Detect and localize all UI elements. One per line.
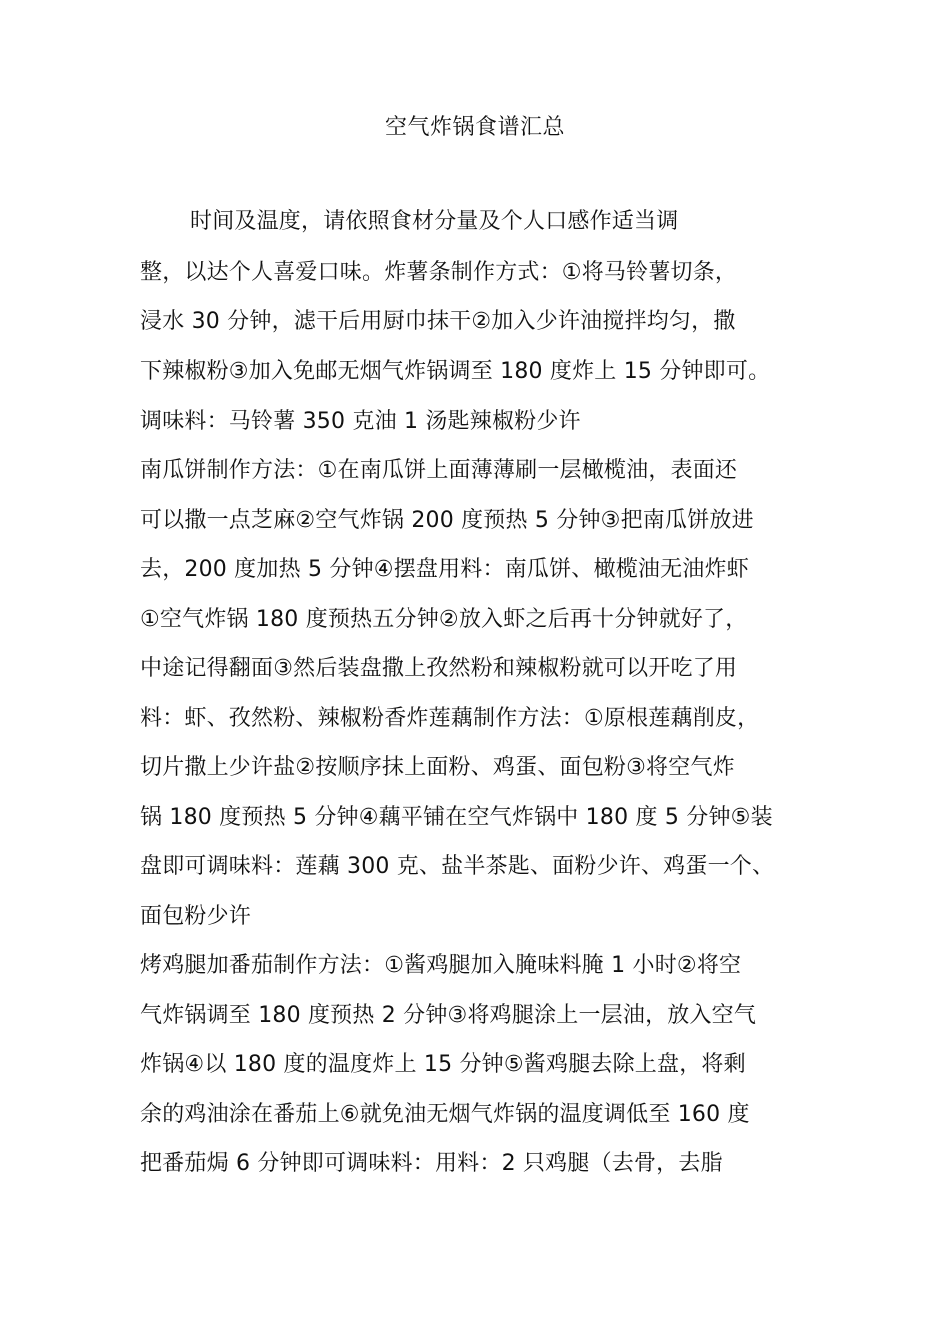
body-line: 浸水 30 分钟，滤干后用厨巾抹干②加入少许油搅拌均匀，撒 — [140, 309, 736, 334]
document-title: 空气炸锅食谱汇总 — [384, 115, 565, 140]
body-line: 去，200 度加热 5 分钟④摆盘用料：南瓜饼、橄榄油无油炸虾 — [140, 557, 749, 582]
body-line: 时间及温度，请依照食材分量及个人口感作适当调 — [190, 209, 679, 234]
body-line: 烤鸡腿加番茄制作方法：①酱鸡腿加入腌味料腌 1 小时②将空 — [140, 953, 742, 978]
body-line: 料：虾、孜然粉、辣椒粉香炸莲藕制作方法：①原根莲藕削皮， — [140, 706, 760, 731]
body-line: 调味料：马铃薯 350 克油 1 汤匙辣椒粉少许 — [140, 409, 581, 434]
body-line: 中途记得翻面③然后装盘撒上孜然粉和辣椒粉就可以开吃了用 — [140, 656, 738, 681]
body-line: ①空气炸锅 180 度预热五分钟②放入虾之后再十分钟就好了， — [140, 607, 748, 632]
body-line: 南瓜饼制作方法：①在南瓜饼上面薄薄刷一层橄榄油，表面还 — [140, 458, 738, 483]
body-line: 切片撒上少许盐②按顺序抹上面粉、鸡蛋、面包粉③将空气炸 — [140, 755, 735, 780]
body-line: 把番茄焗 6 分钟即可调味料：用料：2 只鸡腿（去骨，去脂 — [140, 1151, 723, 1176]
body-line: 锅 180 度预热 5 分钟④藕平铺在空气炸锅中 180 度 5 分钟⑤装 — [140, 805, 773, 830]
body-line: 下辣椒粉③加入免邮无烟气炸锅调至 180 度炸上 15 分钟即可。 — [140, 359, 771, 384]
body-line: 面包粉少许 — [140, 904, 252, 929]
body-line: 余的鸡油涂在番茄上⑥就免油无烟气炸锅的温度调低至 160 度 — [140, 1102, 750, 1127]
body-line: 气炸锅调至 180 度预热 2 分钟③将鸡腿涂上一层油，放入空气 — [140, 1003, 757, 1028]
body-line: 盘即可调味料：莲藕 300 克、盐半茶匙、面粉少许、鸡蛋一个、 — [140, 854, 775, 879]
body-line: 炸锅④以 180 度的温度炸上 15 分钟⑤酱鸡腿去除上盘，将剩 — [140, 1052, 746, 1077]
body-line: 整，以达个人喜爱口味。炸薯条制作方式：①将马铃薯切条， — [140, 260, 738, 285]
body-line: 可以撒一点芝麻②空气炸锅 200 度预热 5 分钟③把南瓜饼放进 — [140, 508, 754, 533]
